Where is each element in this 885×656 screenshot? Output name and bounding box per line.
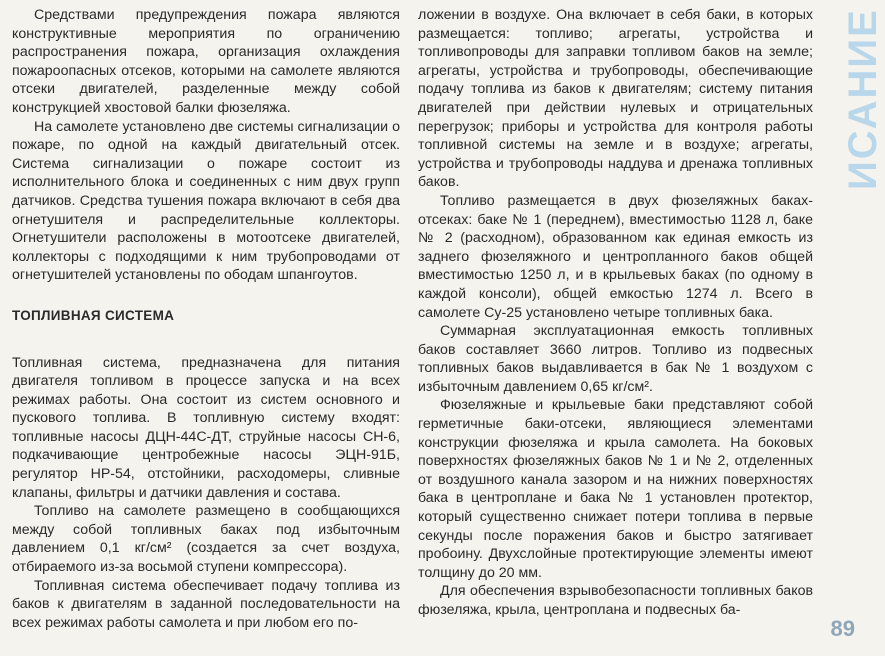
section-heading-fuel-system: ТОПЛИВНАЯ СИСТЕМА (12, 307, 175, 323)
paragraph-fuel-supply: Топливная система обеспечивает подачу топлива из баков к двигателям в заданной последовательности на всех режимах работы самолета и при любом его по- (12, 577, 400, 631)
right-column (418, 6, 813, 620)
paragraph-fuel-placement: Топливо на самолете размещено в сообщающихся между собой топливных баках под избыточным давлением 0,1 кг/см² (создается за счет воздуха, отбираемого из-за восьмой ступени компрессора). (12, 503, 400, 576)
side-chapter-tab (827, 0, 885, 196)
paragraph-fire-alarm: На самолете установлено две системы сигнализации о пожаре, по одной на каждый двигательный отсек. Система сигнализации о пожаре состоит из исполнительного блока и соединенных с ним двух групп датчиков. Средства тушения пожара включают в себя два огнетушителя и распределительные коллекторы. Огнетушители расположены в мотоотсеке двигателей, коллекторы с подходящими к ним трубопроводами от огнетушителей установлены по ободам шпангоутов. (12, 118, 400, 284)
paragraph-fuel-capacity: Суммарная эксплуатационная емкость топливных баков составляет 3660 литров. Топливо из подвесных топливных баков выдавливается в бак № 1 воздухом с избыточным давлением 0,65 кг/см². (418, 323, 813, 395)
paragraph-fire-prevention: Средствами предупреждения пожара являются конструктивные мероприятия по ограничению распространения пожара, организация охлаждения пожароопасных отсеков, которыми на самолете являются отсеки двигателей, разделенные между собой конструкцией хвостовой балки фюзеляжа. (12, 7, 400, 116)
side-chapter-label: ИСАНИЕ (841, 8, 885, 190)
page-number: 89 (830, 616, 855, 641)
paragraph-tank-protection: Фюзеляжные и крыльевые баки представляют собой герметичные баки-отсеки, являющиеся элементами конструкции фюзеляжа и крыла самолета. На боковых поверхностях фюзеляжных баков № 1 и № 2, отделенных от воздушного канала зазором и на нижних поверхностях бака в центроплане и бака № 1 установлен протектор, который существенно снижает потери топлива в первые секунды после поражения баков и быстро затягивает пробоину. Двухслойные протектирующие элементы имеют толщину до 20 мм. (418, 397, 813, 581)
paragraph-fuel-system-contents: ложении в воздухе. Она включает в себя баки, в которых размещается: топливо; агрегаты, устройства и топливопроводы для заправки топливом баков на земле; агрегаты, устройства и трубопроводы, обеспечивающие подачу топлива из баков к двигателям; систему питания двигателей при действии нулевых и отрицательных перегрузок; приборы и устройства для контроля работы топливной системы на земле и в воздухе; агрегаты, устройства и трубопроводы наддува и дренажа топливных баков. (418, 7, 813, 191)
left-column (12, 6, 400, 632)
paragraph-explosion-safety: Для обеспечения взрывобезопасности топливных баков фюзеляжа, крыла, центроплана и подвесных ба- (418, 583, 813, 618)
paragraph-fuel-system-purpose: Топливная система, предназначена для питания двигателя топливом в процессе запуска и на всех режимах работы. Она состоит из систем основного и пускового топлива. В топливную систему входят: топливные насосы ДЦН-44С-ДТ, струйные насосы СН-6, подкачивающие центробежные насосы ЭЦН-91Б, регулятор НР-54, отстойники, расходомеры, сливные клапаны, фильтры и датчики давления и состава. (12, 354, 400, 501)
paragraph-fuel-tanks: Топливо размещается в двух фюзеляжных баках-отсеках: баке № 1 (переднем), вместимостью 1128 л, баке № 2 (расходном), образованном как единая емкость из заднего фюзеляжного и центропланного баков общей вместимостью 1250 л, и в крыльевых баках (по одному в каждой консоли), общей емкостью 1274 л. Всего в самолете Су-25 установлено четыре топливных бака. (418, 192, 813, 321)
